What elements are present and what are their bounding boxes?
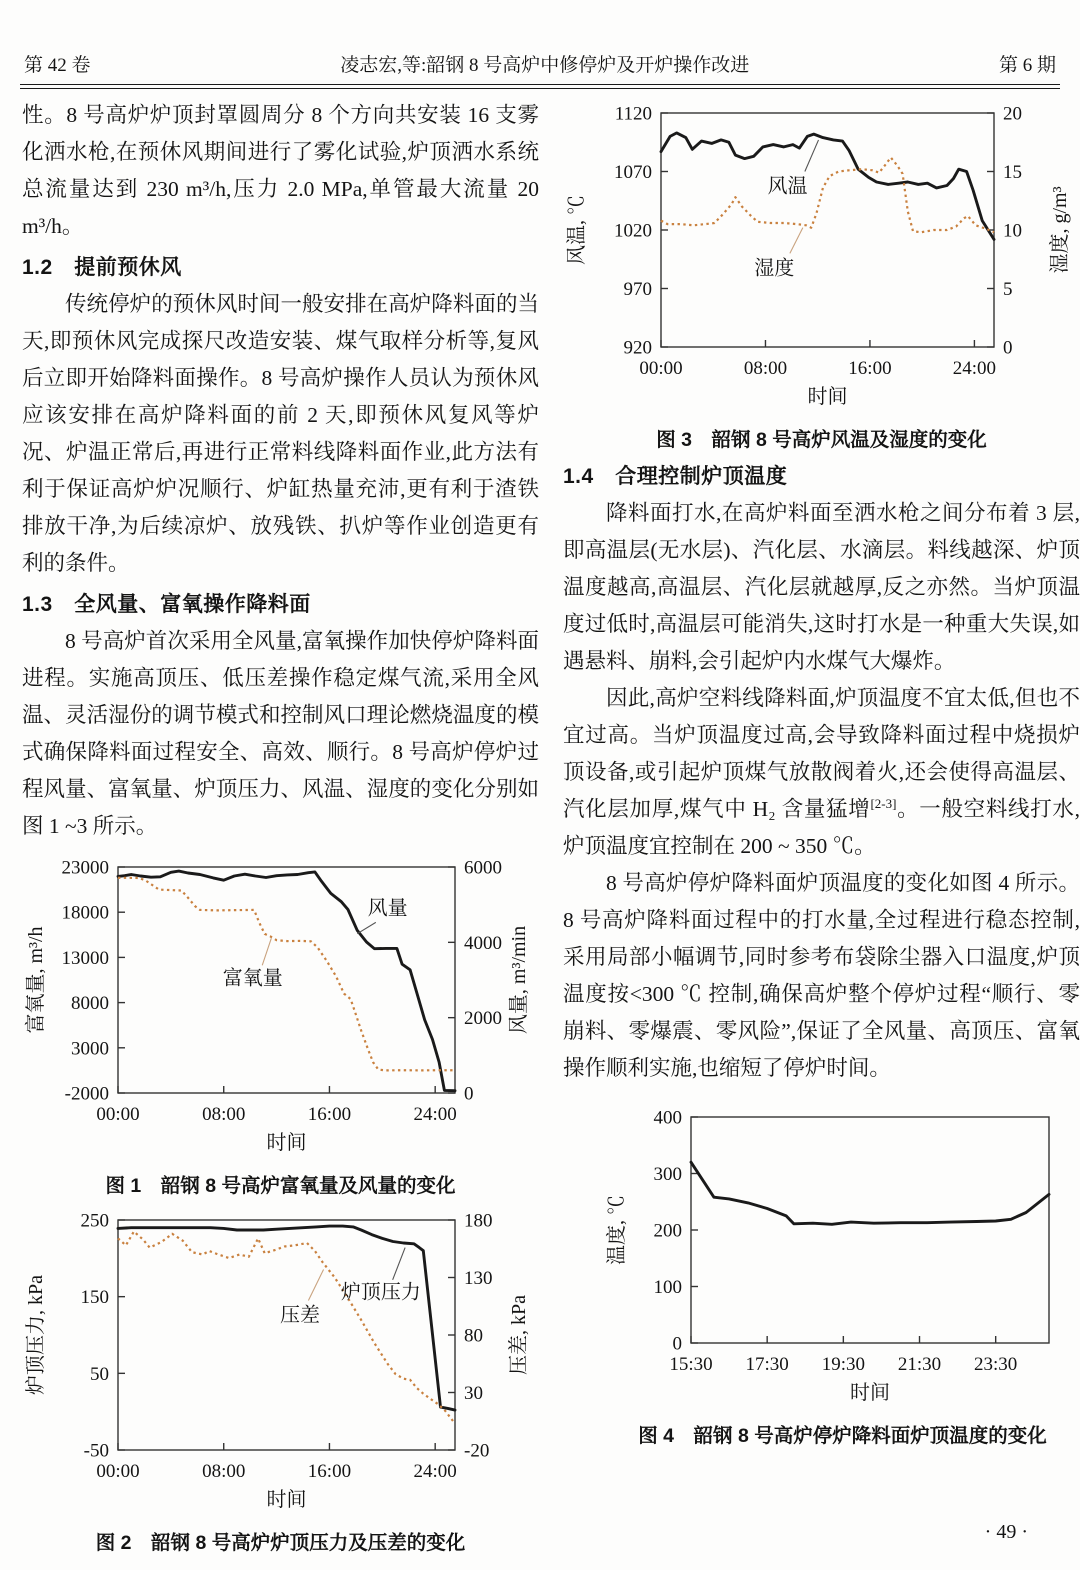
section-heading-1-3: 1.3 全风量、富氧操作降料面 xyxy=(22,593,311,616)
svg-text:时间: 时间 xyxy=(266,1132,307,1154)
svg-text:23000: 23000 xyxy=(61,857,109,879)
svg-text:180: 180 xyxy=(464,1210,493,1232)
svg-text:0: 0 xyxy=(672,1333,682,1355)
svg-text:10: 10 xyxy=(1003,220,1022,242)
svg-text:富氧量, m³/h: 富氧量, m³/h xyxy=(25,926,47,1034)
svg-text:00:00: 00:00 xyxy=(96,1461,140,1482)
figure-4 xyxy=(563,1103,1080,1448)
figure-1-caption: 图 1 韶钢 8 号高炉富氧量及风量的变化 xyxy=(105,1175,456,1197)
svg-text:风量: 风量 xyxy=(367,897,408,920)
journal-issue: 第 6 期 xyxy=(998,55,1056,76)
svg-text:0: 0 xyxy=(1003,337,1013,359)
journal-volume: 第 42 卷 xyxy=(24,55,91,76)
svg-text:1020: 1020 xyxy=(614,220,652,242)
svg-text:16:00: 16:00 xyxy=(307,1104,352,1125)
svg-text:100: 100 xyxy=(653,1277,682,1298)
svg-text:4000: 4000 xyxy=(464,932,502,954)
svg-text:风温, ℃: 风温, ℃ xyxy=(566,195,588,265)
svg-text:炉顶压力, kPa: 炉顶压力, kPa xyxy=(25,1275,47,1395)
svg-text:20: 20 xyxy=(1003,103,1022,125)
paragraph-temp-control-text: 因此,高炉空料线降料面,炉顶温度不宜太低,但也不宜过高。当炉顶温度过高,会导致降料面过程中烧损炉顶设备,或引起炉顶煤气放散阀着火,还会使得高温层、汽化层加厚,煤气中 H₂ 含量猛增 xyxy=(563,686,1080,821)
svg-text:时间: 时间 xyxy=(850,1382,890,1404)
page-number: · 49 · xyxy=(984,1521,1028,1543)
svg-text:00:00: 00:00 xyxy=(639,358,683,379)
page-footer xyxy=(985,1521,1028,1544)
svg-text:1120: 1120 xyxy=(614,103,652,125)
figure-1-chart xyxy=(22,857,539,1159)
svg-text:150: 150 xyxy=(80,1287,109,1309)
svg-text:炉顶压力: 炉顶压力 xyxy=(340,1281,421,1304)
svg-text:0: 0 xyxy=(464,1083,474,1105)
svg-text:23:30: 23:30 xyxy=(974,1354,1018,1375)
paragraph-full-wind: 8 号高炉首次采用全风量,富氧操作加快停炉降料面进程。实施高顶压、低压差操作稳定煤气流,采用全风温、灵活湿份的调节模式和控制风口理论燃烧温度的模式确保降料面过程安全、高效、顺行。8 号高炉停炉过程风量、富氧量、炉顶压力、风温、湿度的变化分别如图 1 ~3 所示。 xyxy=(22,629,539,838)
svg-text:15:30: 15:30 xyxy=(669,1354,713,1375)
svg-text:富氧量: 富氧量 xyxy=(222,967,283,990)
header-rule xyxy=(20,84,1060,89)
svg-text:湿度, g/m³: 湿度, g/m³ xyxy=(1049,186,1071,274)
figure-2 xyxy=(22,1210,539,1555)
svg-text:时间: 时间 xyxy=(266,1489,307,1511)
svg-text:温度, ℃: 温度, ℃ xyxy=(606,1195,628,1265)
svg-text:970: 970 xyxy=(623,279,652,300)
svg-text:-20: -20 xyxy=(464,1440,490,1462)
svg-text:13000: 13000 xyxy=(61,947,109,969)
svg-text:3000: 3000 xyxy=(71,1038,109,1060)
svg-text:17:30: 17:30 xyxy=(745,1354,789,1375)
svg-text:8000: 8000 xyxy=(71,993,109,1015)
svg-text:08:00: 08:00 xyxy=(202,1461,246,1482)
page-header xyxy=(24,50,1056,77)
paragraph-temp-control-cont: 。一般空料线打水,炉顶温度宜控制在 200 ~ 350 ℃。 xyxy=(563,797,1080,858)
svg-text:-2000: -2000 xyxy=(64,1083,109,1105)
figure-1 xyxy=(22,857,539,1198)
right-column xyxy=(563,97,1080,1563)
svg-text:250: 250 xyxy=(80,1210,109,1232)
svg-text:24:00: 24:00 xyxy=(413,1104,457,1125)
figure-4-caption: 图 4 韶钢 8 号高炉停炉降料面炉顶温度的变化 xyxy=(638,1425,1047,1447)
svg-text:08:00: 08:00 xyxy=(202,1104,246,1125)
two-column-body xyxy=(22,97,1080,1563)
figure-3-caption: 图 3 韶钢 8 号高炉风温及湿度的变化 xyxy=(656,429,987,451)
svg-text:19:30: 19:30 xyxy=(821,1354,865,1375)
svg-text:-50: -50 xyxy=(83,1440,109,1462)
svg-text:300: 300 xyxy=(653,1164,682,1185)
paragraph-water-control: 8 号高炉停炉降料面炉顶温度的变化如图 4 所示。8 号高炉降料面过程中的打水量,全过程进行稳态控制,采用局部小幅调节,同时参考布袋除尘器入口温度,炉顶温度按<300 ℃ 控制,确保高炉整个停炉过程“顺行、零崩料、零爆震、零风险”,保证了全风量、高顶压、富氧操作顺利实施,也缩短了停炉时间。 xyxy=(563,871,1080,1080)
svg-text:时间: 时间 xyxy=(807,386,848,408)
svg-text:50: 50 xyxy=(90,1363,109,1385)
section-heading-1-4: 1.4 合理控制炉顶温度 xyxy=(563,465,788,488)
paragraph-temp-control xyxy=(563,680,1080,865)
svg-text:18000: 18000 xyxy=(61,902,109,924)
svg-text:80: 80 xyxy=(464,1325,483,1347)
citation-ref: [2-3] xyxy=(870,795,897,811)
section-heading-1-2: 1.2 提前预休风 xyxy=(22,256,182,279)
svg-text:5: 5 xyxy=(1003,279,1013,300)
svg-text:00:00: 00:00 xyxy=(96,1104,140,1125)
svg-text:压差, kPa: 压差, kPa xyxy=(508,1295,530,1375)
svg-text:400: 400 xyxy=(653,1107,682,1129)
svg-text:6000: 6000 xyxy=(464,857,502,879)
svg-text:24:00: 24:00 xyxy=(952,358,997,379)
svg-text:风温: 风温 xyxy=(767,175,808,198)
paragraph-top-temp-layers: 降料面打水,在高炉料面至洒水枪之间分布着 3 层,即高温层(无水层)、汽化层、水滴层。料线越深、炉顶温度越高,高温层、汽化层就越厚,反之亦然。当炉顶温度过低时,高温层可能消失,这时打水是一种重大失误,如遇悬料、崩料,会引起炉内水煤气大爆炸。 xyxy=(563,501,1080,673)
running-title: 凌志宏,等:韶钢 8 号高炉中修停炉及开炉操作改进 xyxy=(340,55,750,76)
figure-2-chart xyxy=(22,1210,539,1516)
svg-text:风量, m³/min: 风量, m³/min xyxy=(508,925,530,1035)
svg-text:16:00: 16:00 xyxy=(848,358,892,379)
svg-text:1070: 1070 xyxy=(614,162,652,183)
svg-text:16:00: 16:00 xyxy=(307,1461,352,1482)
svg-text:2000: 2000 xyxy=(464,1008,502,1030)
svg-text:24:00: 24:00 xyxy=(413,1461,457,1482)
svg-text:30: 30 xyxy=(464,1383,483,1404)
svg-text:130: 130 xyxy=(464,1268,493,1289)
svg-text:08:00: 08:00 xyxy=(743,358,788,379)
svg-text:920: 920 xyxy=(623,337,652,359)
figure-4-chart xyxy=(605,1103,1077,1409)
svg-text:压差: 压差 xyxy=(279,1304,320,1327)
svg-text:21:30: 21:30 xyxy=(897,1354,942,1375)
svg-text:200: 200 xyxy=(653,1220,682,1242)
paragraph-pre-shutdown: 传统停炉的预休风时间一般安排在高炉降料面的当天,即预休风完成探尺改造安装、煤气取样分析等,复风后立即开始降料面操作。8 号高炉操作人员认为预休风应该安排在高炉降料面的前 2 天,即预休风复风等炉况、炉温正常后,再进行正常料线降料面作业,此方法有利于保证高炉炉况顺行、炉缸热量充沛,更有利于渣铁排放干净,为后续凉炉、放残铁、扒炉等作业创造更有利的条件。 xyxy=(22,292,539,575)
left-column xyxy=(22,97,539,1563)
paragraph-spray-system: 性。8 号高炉炉顶封罩圆周分 8 个方向共安装 16 支雾化洒水枪,在预休风期间进行了雾化试验,炉顶洒水系统总流量达到 230 m³/h,压力 2.0 MPa,单管最大流量 20 m³/h。 xyxy=(22,103,539,238)
svg-text:湿度: 湿度 xyxy=(754,257,795,280)
figure-3 xyxy=(563,101,1080,452)
svg-text:15: 15 xyxy=(1003,162,1022,183)
figure-3-chart xyxy=(563,101,1080,413)
figure-2-caption: 图 2 韶钢 8 号高炉炉顶压力及压差的变化 xyxy=(95,1532,466,1554)
